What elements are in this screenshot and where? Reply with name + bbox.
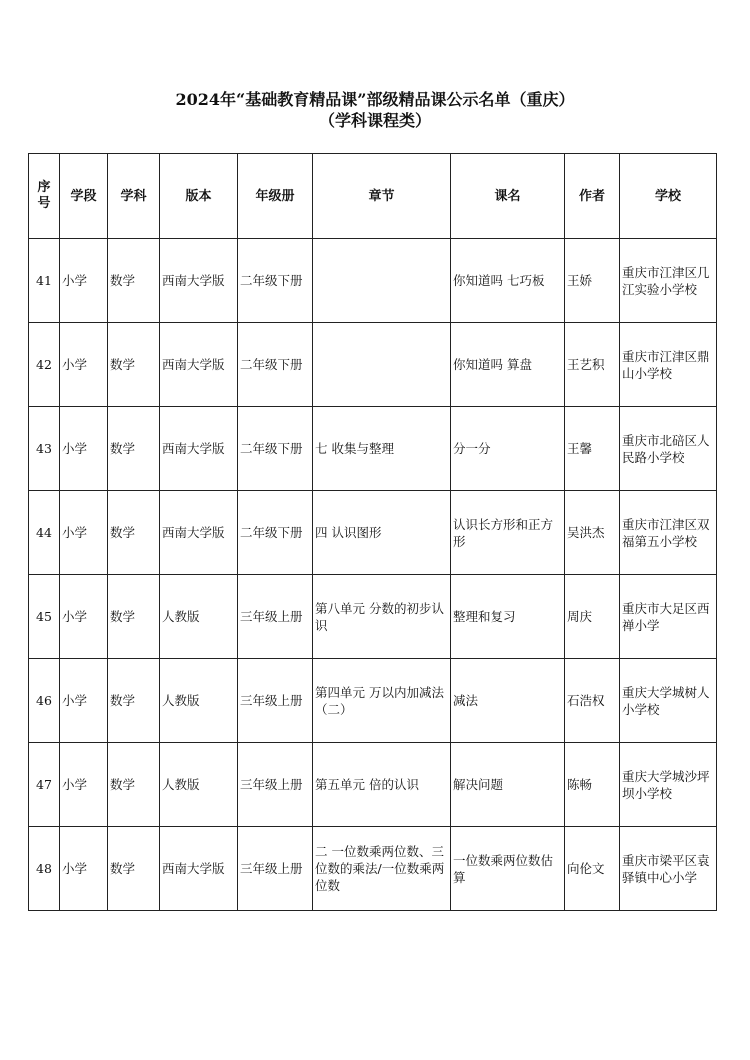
- cell-school: 重庆市江津区几江实验小学校: [620, 239, 717, 323]
- cell-edition: 人教版: [160, 575, 238, 659]
- table-row: [29, 491, 717, 575]
- cell-grade: 三年级上册: [238, 827, 313, 911]
- cell-school: 重庆市江津区双福第五小学校: [620, 491, 717, 575]
- cell-course: 减法: [451, 659, 565, 743]
- cell-edition: 西南大学版: [160, 407, 238, 491]
- cell-author: 周庆: [565, 575, 620, 659]
- cell-grade: 二年级下册: [238, 239, 313, 323]
- cell-chapter: 第五单元 倍的认识: [313, 743, 451, 827]
- cell-seq: 46: [29, 659, 60, 743]
- cell-grade: 二年级下册: [238, 491, 313, 575]
- header-school: 学校: [620, 154, 717, 239]
- cell-course: 一位数乘两位数估算: [451, 827, 565, 911]
- cell-course: 你知道吗 七巧板: [451, 239, 565, 323]
- table-row: [29, 743, 717, 827]
- cell-grade: 二年级下册: [238, 407, 313, 491]
- document-title: 2024年“基础教育精品课”部级精品课公示名单（重庆）: [175, 90, 575, 109]
- header-grade: 年级册: [238, 154, 313, 239]
- cell-stage: 小学: [60, 323, 108, 407]
- cell-grade: 二年级下册: [238, 323, 313, 407]
- cell-course: 认识长方形和正方形: [451, 491, 565, 575]
- cell-school: 重庆市江津区鼎山小学校: [620, 323, 717, 407]
- cell-author: 王娇: [565, 239, 620, 323]
- cell-grade: 三年级上册: [238, 659, 313, 743]
- cell-course: 解决问题: [451, 743, 565, 827]
- cell-subject: 数学: [108, 743, 160, 827]
- cell-seq: 43: [29, 407, 60, 491]
- cell-chapter: 二 一位数乘两位数、三位数的乘法/一位数乘两位数: [313, 827, 451, 911]
- cell-chapter: [313, 323, 451, 407]
- course-list-table: [28, 153, 717, 911]
- header-chapter: 章节: [313, 154, 451, 239]
- cell-grade: 三年级上册: [238, 575, 313, 659]
- cell-chapter: 七 收集与整理: [313, 407, 451, 491]
- table-header-row: [29, 154, 717, 239]
- cell-author: 吴洪杰: [565, 491, 620, 575]
- table-row: [29, 827, 717, 911]
- cell-seq: 41: [29, 239, 60, 323]
- header-seq-char-1: 序: [37, 180, 51, 195]
- table-row: [29, 239, 717, 323]
- cell-edition: 人教版: [160, 743, 238, 827]
- table-row: [29, 323, 717, 407]
- cell-subject: 数学: [108, 239, 160, 323]
- header-seq: [29, 154, 60, 239]
- cell-seq: 48: [29, 827, 60, 911]
- cell-edition: 西南大学版: [160, 239, 238, 323]
- cell-author: 王艺积: [565, 323, 620, 407]
- header-subject: 学科: [108, 154, 160, 239]
- table-row: [29, 659, 717, 743]
- cell-edition: 西南大学版: [160, 491, 238, 575]
- cell-stage: 小学: [60, 827, 108, 911]
- cell-stage: 小学: [60, 659, 108, 743]
- cell-author: 向伦文: [565, 827, 620, 911]
- cell-school: 重庆市梁平区袁驿镇中心小学: [620, 827, 717, 911]
- cell-chapter: 第八单元 分数的初步认识: [313, 575, 451, 659]
- cell-grade: 三年级上册: [238, 743, 313, 827]
- cell-course: 分一分: [451, 407, 565, 491]
- cell-subject: 数学: [108, 575, 160, 659]
- cell-edition: 西南大学版: [160, 323, 238, 407]
- cell-stage: 小学: [60, 575, 108, 659]
- cell-chapter: [313, 239, 451, 323]
- cell-seq: 44: [29, 491, 60, 575]
- cell-stage: 小学: [60, 407, 108, 491]
- header-stage: 学段: [60, 154, 108, 239]
- cell-seq: 47: [29, 743, 60, 827]
- cell-school: 重庆市大足区西禅小学: [620, 575, 717, 659]
- table-row: [29, 407, 717, 491]
- cell-seq: 42: [29, 323, 60, 407]
- cell-seq: 45: [29, 575, 60, 659]
- cell-edition: 西南大学版: [160, 827, 238, 911]
- cell-edition: 人教版: [160, 659, 238, 743]
- header-course: 课名: [451, 154, 565, 239]
- cell-subject: 数学: [108, 491, 160, 575]
- cell-subject: 数学: [108, 407, 160, 491]
- cell-course: 整理和复习: [451, 575, 565, 659]
- cell-school: 重庆市北碚区人民路小学校: [620, 407, 717, 491]
- cell-school: 重庆大学城树人小学校: [620, 659, 717, 743]
- document-subtitle: （学科课程类）: [318, 111, 431, 130]
- cell-school: 重庆大学城沙坪坝小学校: [620, 743, 717, 827]
- cell-author: 王馨: [565, 407, 620, 491]
- cell-author: 陈畅: [565, 743, 620, 827]
- table-row: [29, 575, 717, 659]
- cell-course: 你知道吗 算盘: [451, 323, 565, 407]
- cell-subject: 数学: [108, 827, 160, 911]
- cell-author: 石浩权: [565, 659, 620, 743]
- cell-chapter: 四 认识图形: [313, 491, 451, 575]
- cell-subject: 数学: [108, 659, 160, 743]
- header-author: 作者: [565, 154, 620, 239]
- cell-stage: 小学: [60, 743, 108, 827]
- cell-subject: 数学: [108, 323, 160, 407]
- header-edition: 版本: [160, 154, 238, 239]
- header-seq-char-2: 号: [37, 196, 51, 211]
- cell-chapter: 第四单元 万以内加减法（二）: [313, 659, 451, 743]
- cell-stage: 小学: [60, 239, 108, 323]
- cell-stage: 小学: [60, 491, 108, 575]
